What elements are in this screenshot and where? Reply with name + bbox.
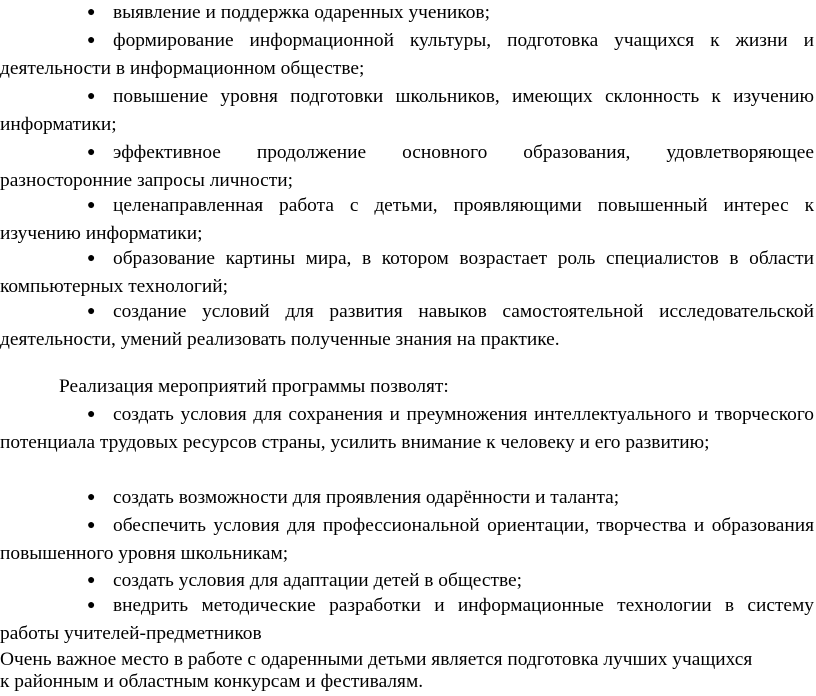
list-item: ● выявление и поддержка одаренных учеников;	[0, 0, 814, 27]
bullet-dot-icon: ●	[87, 198, 96, 213]
list-item: ● формирование информационной культуры, подготовка учащихся к жизни и деятельности в информационном обществе;	[0, 27, 814, 84]
list-item: ● создать условия для адаптации детей в обществе;	[0, 567, 814, 595]
list-item: ● эффективное продолжение основного образования, удовлетворяющее разносторонние запросы личности;	[0, 139, 814, 196]
list-item: ● обеспечить условия для профессиональной ориентации, творчества и образования повышенного уровня школьникам;	[0, 512, 814, 569]
bullet-dot-icon: ●	[87, 573, 96, 588]
bullet-dot-icon: ●	[87, 304, 96, 319]
bullet-dot-icon: ●	[87, 33, 96, 48]
list-item: ● образование картины мира, в котором возрастает роль специалистов в области компьютерных технологий;	[0, 245, 814, 302]
bullet-dot-icon: ●	[87, 518, 96, 533]
list-item: ● целенаправленная работа с детьми, проявляющими повышенный интерес к изучению информатики;	[0, 192, 814, 249]
bullet-dot-icon: ●	[87, 5, 96, 20]
bullet-dot-icon: ●	[87, 89, 96, 104]
list-item: ● внедрить методические разработки и информационные технологии в систему работы учителей-предметников	[0, 592, 814, 649]
list-item: ● создать условия для сохранения и преумножения интеллектуального и творческого потенциала трудовых ресурсов страны, усилить внимание к человеку и его развитию;	[0, 401, 814, 458]
closing-line-2: к районным и областным конкурсам и фестивалям.	[0, 671, 424, 692]
bullet-dot-icon: ●	[87, 145, 96, 160]
bullet-dot-icon: ●	[87, 251, 96, 266]
bullet-dot-icon: ●	[87, 490, 96, 505]
list-item: ● создать возможности для проявления одарённости и таланта;	[0, 484, 814, 512]
program-intro: Реализация мероприятий программы позволят:	[59, 376, 449, 397]
list-item: ● создание условий для развития навыков самостоятельной исследовательской деятельности, умений реализовать полученные знания на практике.	[0, 298, 814, 355]
closing-line-1: Очень важное место в работе с одаренными детьми является подготовка лучших учащихся	[0, 649, 753, 670]
bullet-dot-icon: ●	[87, 407, 96, 422]
bullet-dot-icon: ●	[87, 598, 96, 613]
list-item: ● повышение уровня подготовки школьников, имеющих склонность к изучению информатики;	[0, 83, 814, 140]
